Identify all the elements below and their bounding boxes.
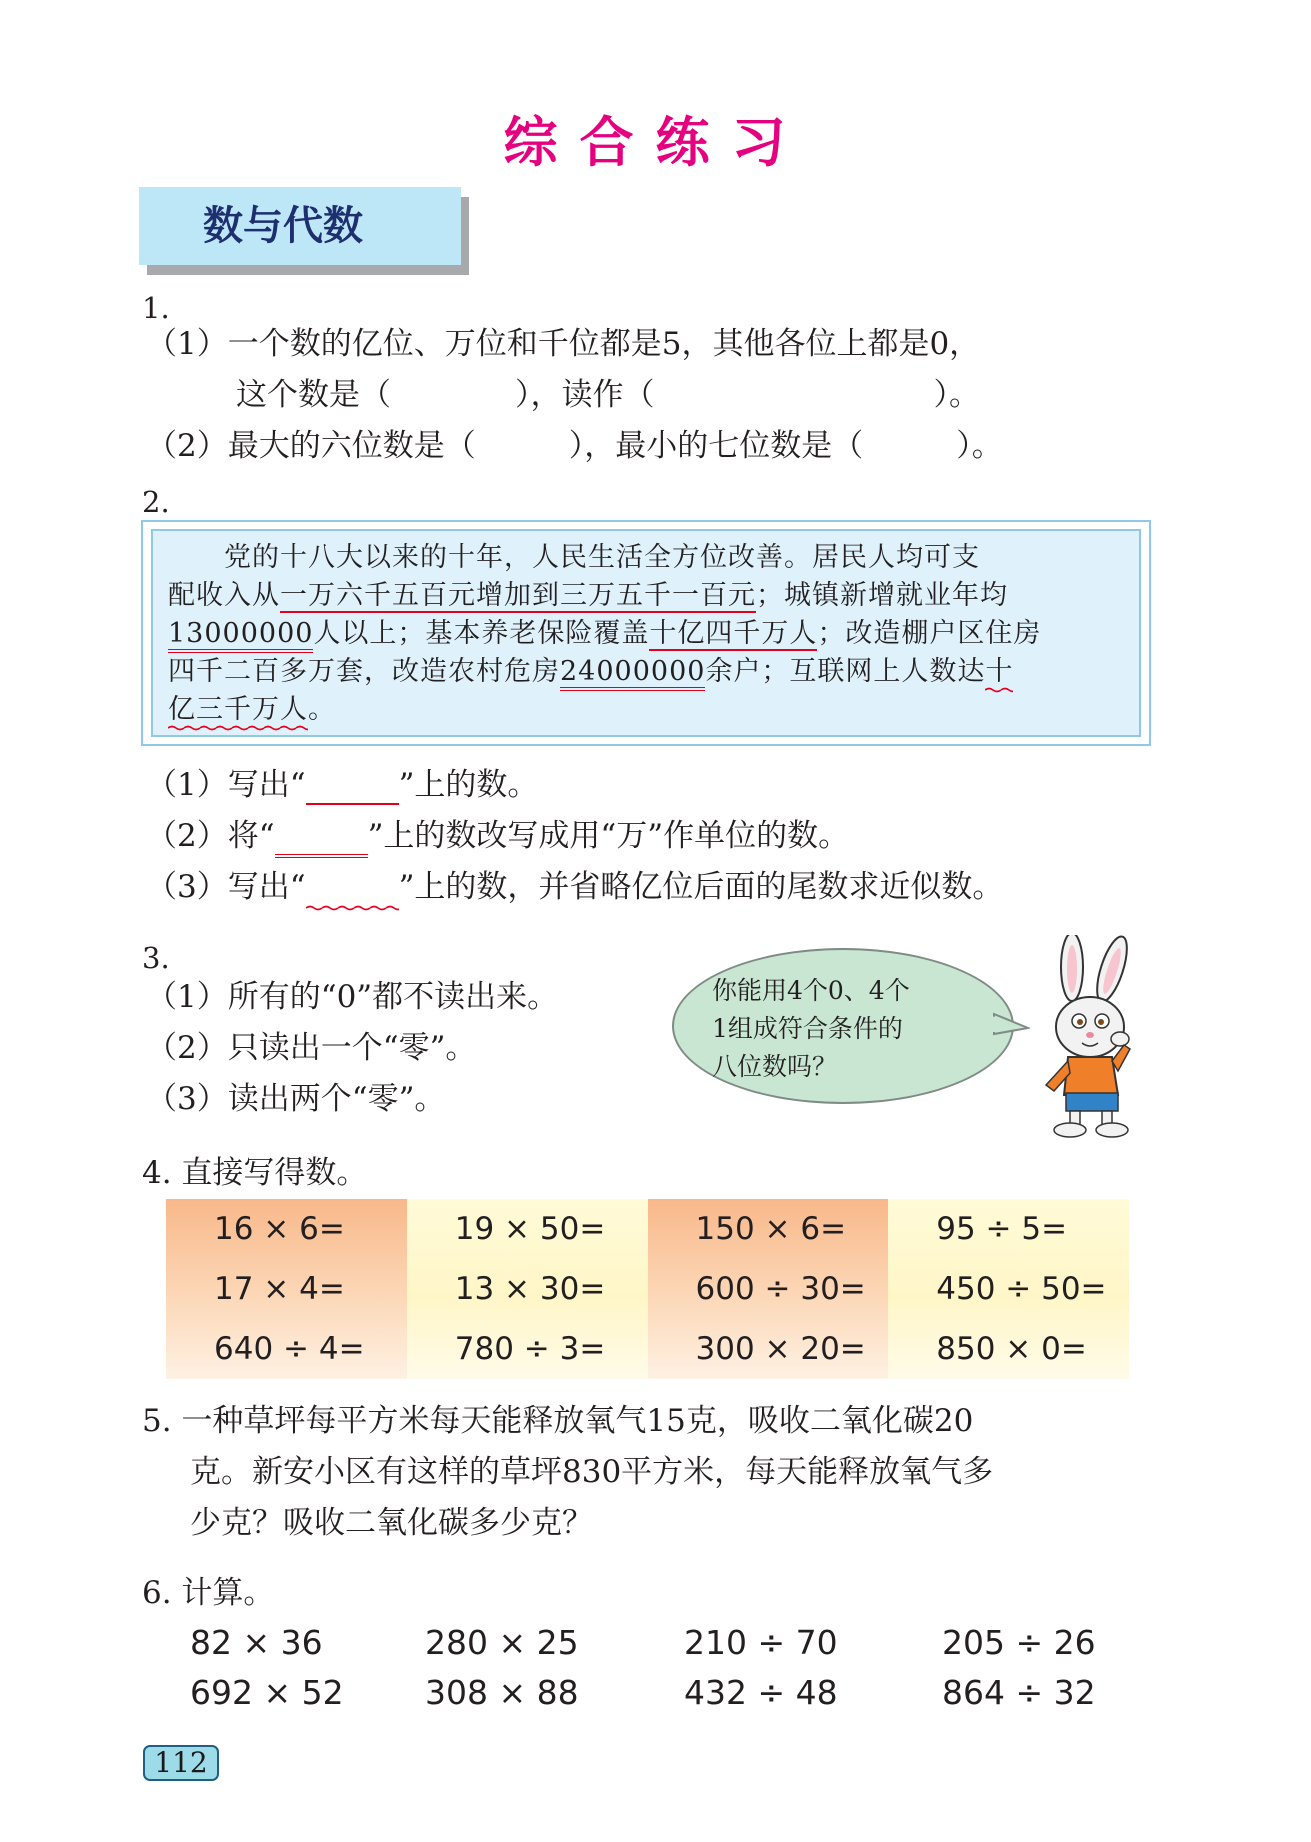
calc-item: 82 × 36 <box>190 1623 323 1662</box>
grid-cell: 850 × 0= <box>936 1331 1087 1367</box>
q3-sub1: （1）所有的“0”都不读出来。 <box>146 979 559 1015</box>
passage-text: ；改造棚户区住房 <box>817 618 1042 649</box>
q2-sub1: （1）写出“ ”上的数。 <box>146 767 539 803</box>
grid-column <box>888 1199 1129 1379</box>
passage-text: 余户；互联网上人数达 <box>705 656 986 687</box>
passage-text: 配收入从 <box>168 580 280 611</box>
grid-cell: 600 ÷ 30= <box>695 1271 866 1307</box>
q6-label: 6. 计算。 <box>142 1575 275 1611</box>
calc-item: 308 × 88 <box>425 1673 579 1712</box>
q5-line3: 少克？吸收二氧化碳多少克？ <box>190 1505 593 1541</box>
q3-sub3: （3）读出两个“零”。 <box>146 1081 446 1117</box>
grid-cell: 16 × 6= <box>214 1211 345 1247</box>
passage-line-2 <box>168 577 1008 615</box>
passage-text: 人以上；基本养老保险覆盖 <box>313 618 650 649</box>
passage-line-5 <box>168 691 336 729</box>
grid-column <box>166 1199 407 1379</box>
q1-line2: 这个数是（ ），读作（ ）。 <box>236 377 980 413</box>
q1-number: 1. <box>142 291 170 325</box>
passage-text: ；城镇新增就业年均 <box>756 580 1008 611</box>
grid-cell: 640 ÷ 4= <box>214 1331 365 1367</box>
passage-text: 党的十八大以来的十年，人民生活全方位改善。居民人均可支 <box>168 542 980 573</box>
calc-item: 692 × 52 <box>190 1673 344 1712</box>
section-header: 数与代数 <box>139 187 461 265</box>
calc-item: 432 ÷ 48 <box>684 1673 838 1712</box>
straight-underlined-number: 三万五千一百元 <box>560 580 756 611</box>
grid-cell: 150 × 6= <box>695 1211 847 1247</box>
q2-sub3: （3）写出“ ”上的数，并省略亿位后面的尾数求近似数。 <box>146 866 1003 908</box>
page-title: 综合练习 <box>503 111 808 174</box>
calc-item: 210 ÷ 70 <box>684 1623 838 1662</box>
grid-cell: 95 ÷ 5= <box>936 1211 1068 1247</box>
q5-line1: 5. 一种草坪每平方米每天能释放氧气15克，吸收二氧化碳20 <box>142 1403 974 1439</box>
q1-line1: （1）一个数的亿位、万位和千位都是5，其他各位上都是0， <box>146 326 981 362</box>
straight-underlined-number: 十亿四千万人 <box>649 618 818 649</box>
q1-line3: （2）最大的六位数是（ ），最小的七位数是（ ）。 <box>146 428 1003 464</box>
q3-number: 3. <box>142 941 170 975</box>
calc-item: 205 ÷ 26 <box>942 1623 1096 1662</box>
wavy-underlined-number: 十 <box>985 656 1013 693</box>
double-underlined-number: 24000000 <box>560 656 705 691</box>
passage-line-1 <box>168 539 980 577</box>
straight-line-sample <box>306 767 399 805</box>
q2-number: 2. <box>142 485 170 519</box>
grid-cell: 450 ÷ 50= <box>936 1271 1107 1307</box>
page-number: 112 <box>143 1745 219 1781</box>
double-line-sample <box>275 818 368 858</box>
mental-math-grid <box>166 1199 1129 1379</box>
q2-sub2: （2）将“ ”上的数改写成用“万”作单位的数。 <box>146 815 849 857</box>
grid-column <box>648 1199 889 1379</box>
wavy-line-sample <box>306 869 399 911</box>
double-underlined-number: 13000000 <box>168 618 313 653</box>
grid-cell: 17 × 4= <box>214 1271 345 1307</box>
passage-line-4 <box>168 653 1013 691</box>
q4-label: 4. 直接写得数。 <box>142 1155 368 1191</box>
grid-cell: 300 × 20= <box>695 1331 866 1367</box>
rabbit-mascot-icon <box>1024 935 1154 1140</box>
passage-line-3 <box>168 615 1041 653</box>
grid-column <box>407 1199 648 1379</box>
calc-item: 280 × 25 <box>425 1623 579 1662</box>
grid-cell: 19 × 50= <box>454 1211 606 1247</box>
passage-text: 四千二百多万套，改造农村危房 <box>168 656 560 687</box>
q3-sub2: （2）只读出一个“零”。 <box>146 1030 477 1066</box>
bubble-text: 你能用4个0、4个 1组成符合条件的 八位数吗？ <box>712 976 910 1081</box>
grid-cell: 13 × 30= <box>454 1271 606 1307</box>
q5-line2: 克。新安小区有这样的草坪830平方米，每天能释放氧气多 <box>190 1454 994 1490</box>
calc-item: 864 ÷ 32 <box>942 1673 1096 1712</box>
grid-cell: 780 ÷ 3= <box>454 1331 606 1367</box>
wavy-underlined-number: 亿三千万人 <box>168 694 308 731</box>
straight-underlined-number: 一万六千五百元增加到 <box>280 580 560 611</box>
passage-text: 。 <box>308 694 336 725</box>
